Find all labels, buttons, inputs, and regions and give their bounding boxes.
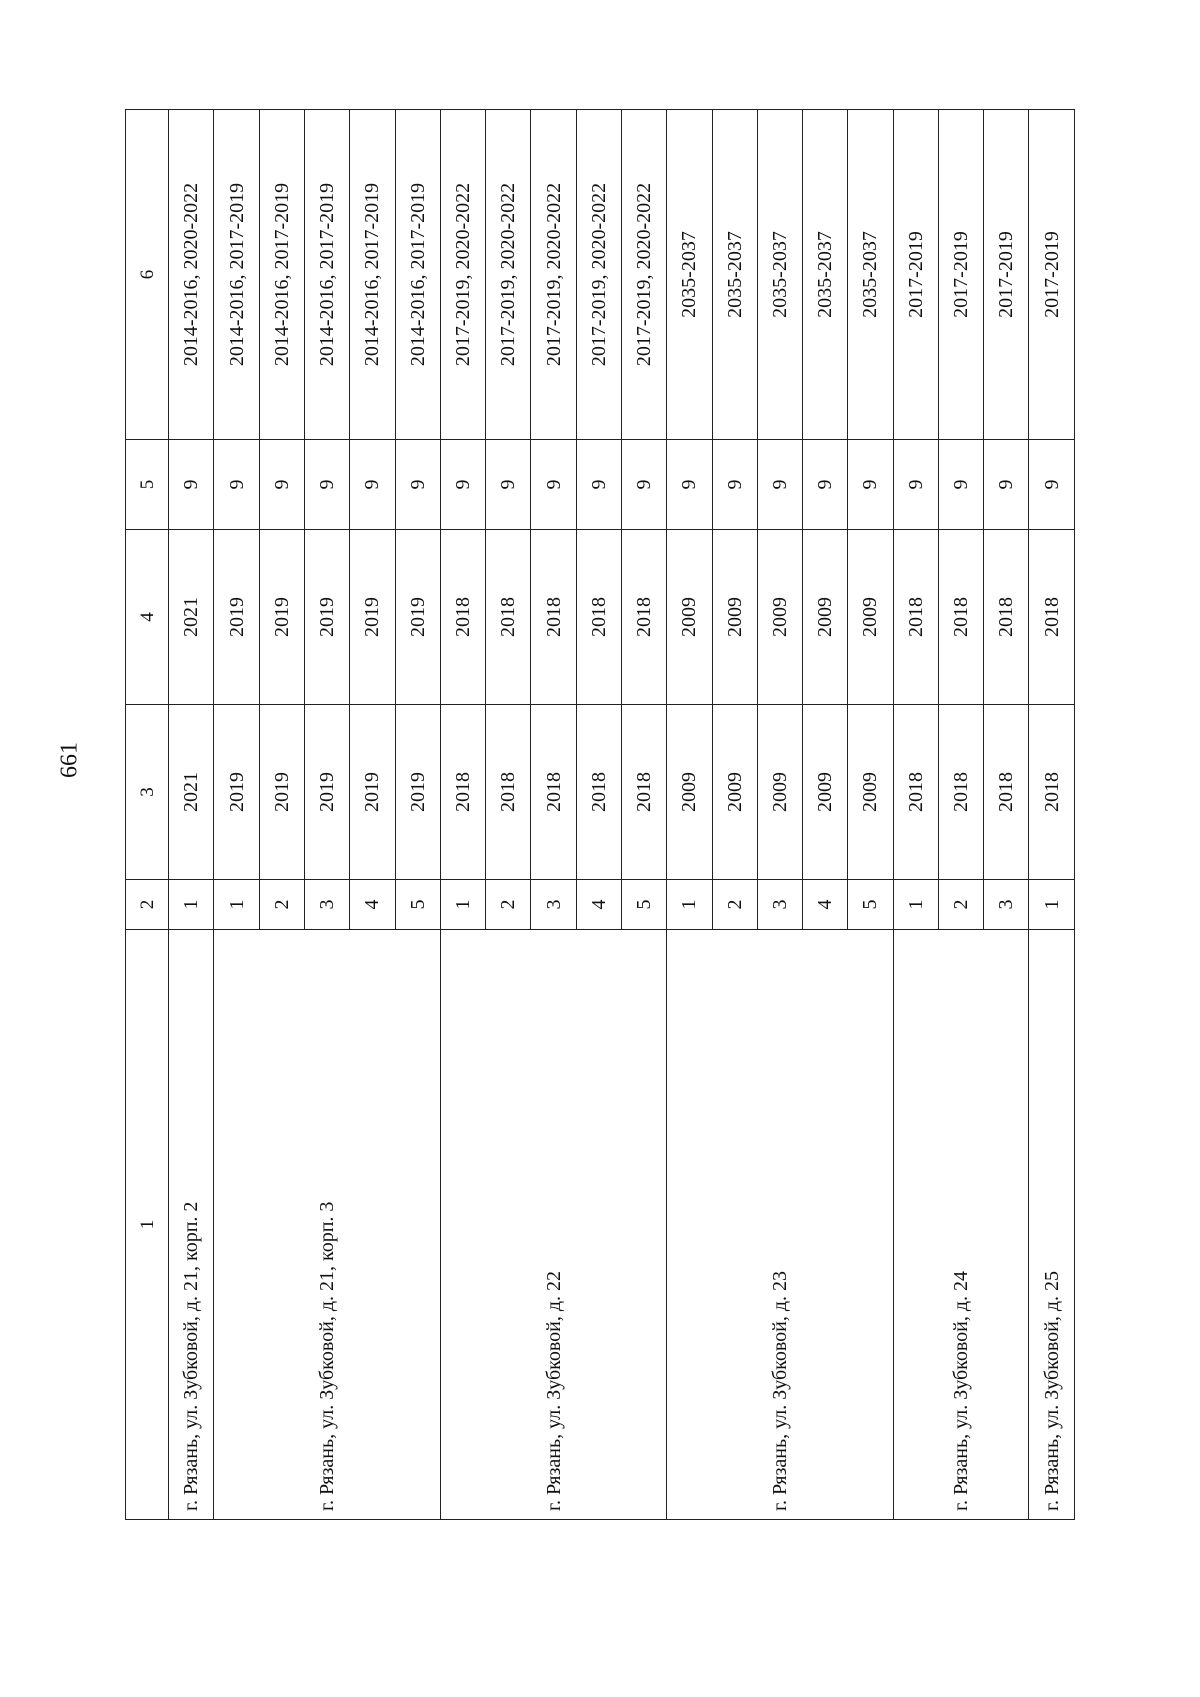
- value-cell: 9: [440, 440, 485, 530]
- value-cell: 9: [486, 440, 531, 530]
- year-cell: 2018: [440, 705, 485, 880]
- address-cell: г. Рязань, ул. Зубковой, д. 21, корп. 3: [214, 930, 440, 1520]
- year-cell: 2009: [757, 530, 802, 705]
- year-cell: 2019: [350, 705, 395, 880]
- period-cell: 2017-2019: [938, 110, 983, 440]
- year-cell: 2018: [440, 530, 485, 705]
- value-cell: 9: [304, 440, 349, 530]
- period-cell: 2017-2019: [984, 110, 1029, 440]
- year-cell: 2019: [395, 530, 440, 705]
- item-number-cell: 1: [440, 880, 485, 930]
- year-cell: 2018: [938, 705, 983, 880]
- period-cell: 2017-2019, 2020-2022: [576, 110, 621, 440]
- year-cell: 2018: [531, 530, 576, 705]
- period-cell: 2017-2019, 2020-2022: [486, 110, 531, 440]
- table-row: [667, 110, 712, 1520]
- value-cell: 9: [803, 440, 848, 530]
- year-cell: 2019: [214, 705, 259, 880]
- data-table: [125, 109, 1075, 1520]
- item-number-cell: 2: [712, 880, 757, 930]
- item-number-cell: 2: [938, 880, 983, 930]
- item-number-cell: 4: [350, 880, 395, 930]
- year-cell: 2021: [169, 705, 214, 880]
- table-row: [1029, 110, 1075, 1520]
- year-cell: 2018: [938, 530, 983, 705]
- period-cell: 2014-2016, 2020-2022: [169, 110, 214, 440]
- year-cell: 2019: [350, 530, 395, 705]
- value-cell: 9: [531, 440, 576, 530]
- period-cell: 2014-2016, 2017-2019: [259, 110, 304, 440]
- year-cell: 2018: [486, 530, 531, 705]
- year-cell: 2018: [531, 705, 576, 880]
- period-cell: 2017-2019, 2020-2022: [531, 110, 576, 440]
- year-cell: 2009: [757, 705, 802, 880]
- header-row: [126, 110, 169, 1520]
- period-cell: 2014-2016, 2017-2019: [395, 110, 440, 440]
- period-cell: 2017-2019: [1029, 110, 1075, 440]
- address-cell: г. Рязань, ул. Зубковой, д. 21, корп. 2: [169, 930, 214, 1520]
- column-header: 2: [126, 880, 169, 930]
- year-cell: 2019: [259, 705, 304, 880]
- year-cell: 2018: [984, 530, 1029, 705]
- item-number-cell: 5: [395, 880, 440, 930]
- year-cell: 2009: [803, 530, 848, 705]
- table-row: [169, 110, 214, 1520]
- item-number-cell: 2: [486, 880, 531, 930]
- item-number-cell: 2: [259, 880, 304, 930]
- year-cell: 2018: [893, 705, 938, 880]
- item-number-cell: 3: [531, 880, 576, 930]
- value-cell: 9: [169, 440, 214, 530]
- value-cell: 9: [984, 440, 1029, 530]
- item-number-cell: 4: [803, 880, 848, 930]
- period-cell: 2035-2037: [803, 110, 848, 440]
- period-cell: 2014-2016, 2017-2019: [350, 110, 395, 440]
- table-row: [893, 110, 938, 1520]
- address-cell: г. Рязань, ул. Зубковой, д. 24: [893, 930, 1029, 1520]
- value-cell: 9: [259, 440, 304, 530]
- item-number-cell: 3: [984, 880, 1029, 930]
- year-cell: 2009: [848, 530, 893, 705]
- value-cell: 9: [848, 440, 893, 530]
- year-cell: 2009: [712, 705, 757, 880]
- value-cell: 9: [621, 440, 666, 530]
- rotated-table-wrapper: [125, 110, 1075, 1520]
- year-cell: 2019: [304, 705, 349, 880]
- year-cell: 2009: [848, 705, 893, 880]
- item-number-cell: 3: [304, 880, 349, 930]
- value-cell: 9: [1029, 440, 1075, 530]
- column-header: 1: [126, 930, 169, 1520]
- page-number: 661: [56, 742, 83, 778]
- year-cell: 2009: [712, 530, 757, 705]
- item-number-cell: 1: [169, 880, 214, 930]
- value-cell: 9: [938, 440, 983, 530]
- value-cell: 9: [395, 440, 440, 530]
- value-cell: 9: [712, 440, 757, 530]
- address-cell: г. Рязань, ул. Зубковой, д. 23: [667, 930, 893, 1520]
- year-cell: 2018: [1029, 530, 1075, 705]
- year-cell: 2019: [259, 530, 304, 705]
- year-cell: 2018: [893, 530, 938, 705]
- year-cell: 2019: [395, 705, 440, 880]
- column-header: 4: [126, 530, 169, 705]
- address-cell: г. Рязань, ул. Зубковой, д. 22: [440, 930, 666, 1520]
- table-row: [440, 110, 485, 1520]
- year-cell: 2018: [984, 705, 1029, 880]
- column-header: 5: [126, 440, 169, 530]
- period-cell: 2017-2019: [893, 110, 938, 440]
- year-cell: 2018: [1029, 705, 1075, 880]
- year-cell: 2019: [304, 530, 349, 705]
- year-cell: 2009: [803, 705, 848, 880]
- period-cell: 2035-2037: [848, 110, 893, 440]
- period-cell: 2014-2016, 2017-2019: [214, 110, 259, 440]
- item-number-cell: 5: [848, 880, 893, 930]
- year-cell: 2018: [621, 705, 666, 880]
- table-row: [214, 110, 259, 1520]
- value-cell: 9: [350, 440, 395, 530]
- year-cell: 2018: [576, 530, 621, 705]
- period-cell: 2017-2019, 2020-2022: [440, 110, 485, 440]
- year-cell: 2009: [667, 530, 712, 705]
- item-number-cell: 1: [893, 880, 938, 930]
- value-cell: 9: [576, 440, 621, 530]
- period-cell: 2035-2037: [667, 110, 712, 440]
- year-cell: 2009: [667, 705, 712, 880]
- column-header: 6: [126, 110, 169, 440]
- year-cell: 2018: [621, 530, 666, 705]
- table-body: [126, 110, 1075, 1520]
- value-cell: 9: [214, 440, 259, 530]
- period-cell: 2017-2019, 2020-2022: [621, 110, 666, 440]
- year-cell: 2018: [576, 705, 621, 880]
- item-number-cell: 5: [621, 880, 666, 930]
- item-number-cell: 3: [757, 880, 802, 930]
- year-cell: 2019: [214, 530, 259, 705]
- item-number-cell: 1: [1029, 880, 1075, 930]
- value-cell: 9: [757, 440, 802, 530]
- item-number-cell: 4: [576, 880, 621, 930]
- item-number-cell: 1: [214, 880, 259, 930]
- year-cell: 2018: [486, 705, 531, 880]
- address-cell: г. Рязань, ул. Зубковой, д. 25: [1029, 930, 1075, 1520]
- period-cell: 2014-2016, 2017-2019: [304, 110, 349, 440]
- period-cell: 2035-2037: [757, 110, 802, 440]
- item-number-cell: 1: [667, 880, 712, 930]
- value-cell: 9: [667, 440, 712, 530]
- period-cell: 2035-2037: [712, 110, 757, 440]
- value-cell: 9: [893, 440, 938, 530]
- year-cell: 2021: [169, 530, 214, 705]
- column-header: 3: [126, 705, 169, 880]
